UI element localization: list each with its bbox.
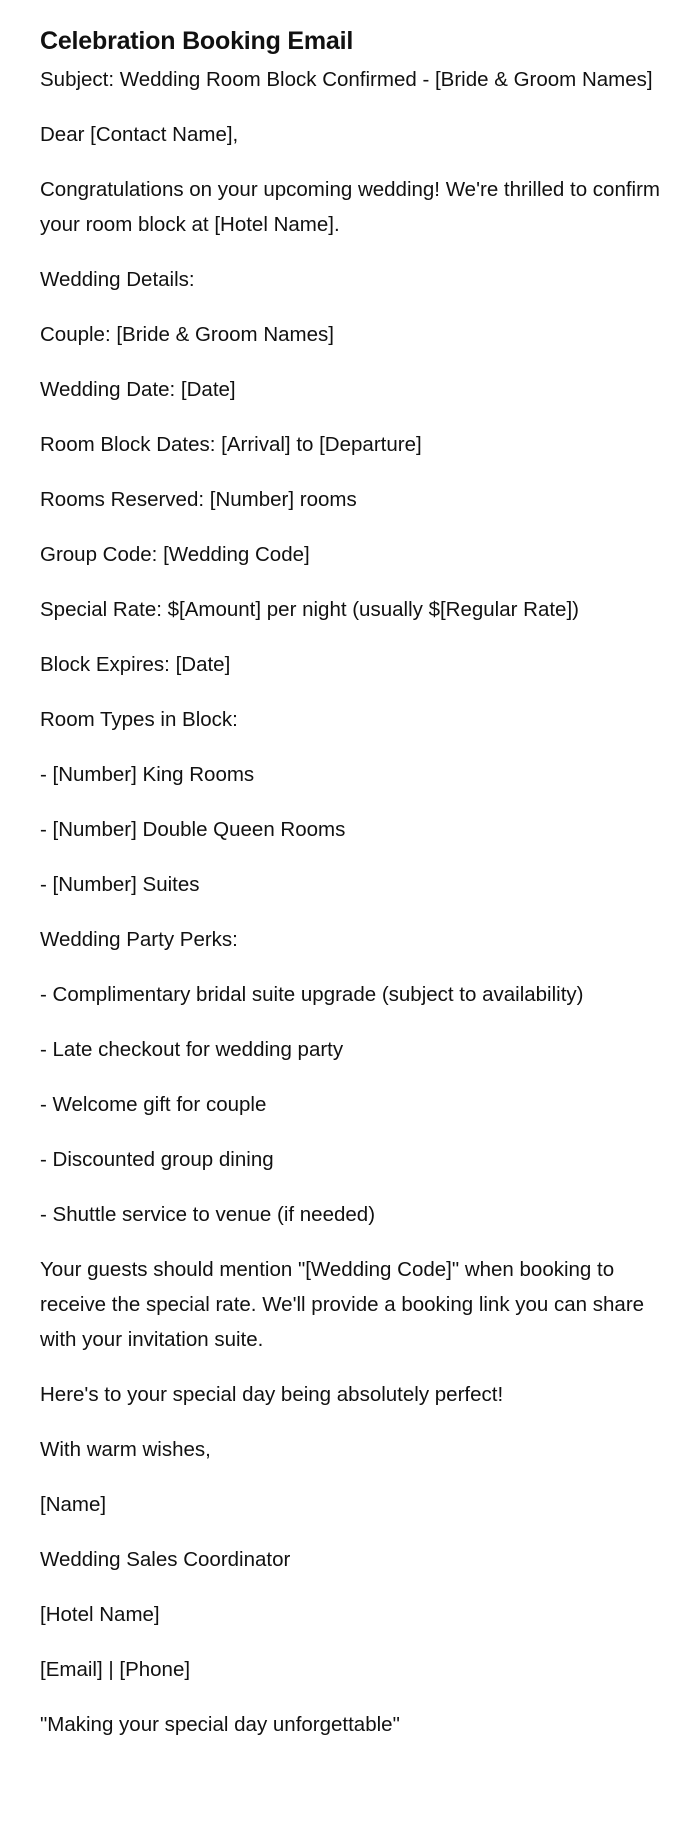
intro-paragraph: Congratulations on your upcoming wedding! We're thrilled to confirm your room block at [Hotel Name]. <box>40 178 660 236</box>
detail-rooms-reserved: Rooms Reserved: [Number] rooms <box>40 488 357 511</box>
subject-line: Subject: Wedding Room Block Confirmed - [Bride & Groom Names] <box>40 68 653 91</box>
guest-instructions-paragraph: Your guests should mention "[Wedding Code]" when booking to receive the special rate. We'll provide a booking link you can share with your invitation suite. <box>40 1258 645 1351</box>
perks-heading: Wedding Party Perks: <box>40 928 238 951</box>
detail-room-block-dates: Room Block Dates: [Arrival] to [Departure] <box>40 433 422 456</box>
perk-item: - Complimentary bridal suite upgrade (subject to availability) <box>40 983 584 1006</box>
signature-role: Wedding Sales Coordinator <box>40 1548 291 1571</box>
signature-hotel: [Hotel Name] <box>40 1603 160 1626</box>
perk-item: - Late checkout for wedding party <box>40 1038 344 1061</box>
document-title: Celebration Booking Email <box>40 27 354 55</box>
perk-item: - Shuttle service to venue (if needed) <box>40 1203 376 1226</box>
wedding-details-heading: Wedding Details: <box>40 268 195 291</box>
tagline: "Making your special day unforgettable" <box>40 1713 400 1736</box>
signature-contact: [Email] | [Phone] <box>40 1658 191 1681</box>
sign-off: With warm wishes, <box>40 1438 211 1461</box>
detail-couple: Couple: [Bride & Groom Names] <box>40 323 334 346</box>
room-type-item: - [Number] Double Queen Rooms <box>40 818 346 841</box>
perk-item: - Welcome gift for couple <box>40 1093 267 1116</box>
detail-group-code: Group Code: [Wedding Code] <box>40 543 310 566</box>
detail-special-rate: Special Rate: $[Amount] per night (usually $[Regular Rate]) <box>40 598 579 621</box>
signature-name: [Name] <box>40 1493 107 1516</box>
detail-wedding-date: Wedding Date: [Date] <box>40 378 236 401</box>
greeting: Dear [Contact Name], <box>40 123 239 146</box>
perk-item: - Discounted group dining <box>40 1148 274 1171</box>
room-type-item: - [Number] Suites <box>40 873 200 896</box>
room-type-item: - [Number] King Rooms <box>40 763 255 786</box>
closing-wish: Here's to your special day being absolutely perfect! <box>40 1383 504 1406</box>
detail-block-expires: Block Expires: [Date] <box>40 653 231 676</box>
room-types-heading: Room Types in Block: <box>40 708 238 731</box>
